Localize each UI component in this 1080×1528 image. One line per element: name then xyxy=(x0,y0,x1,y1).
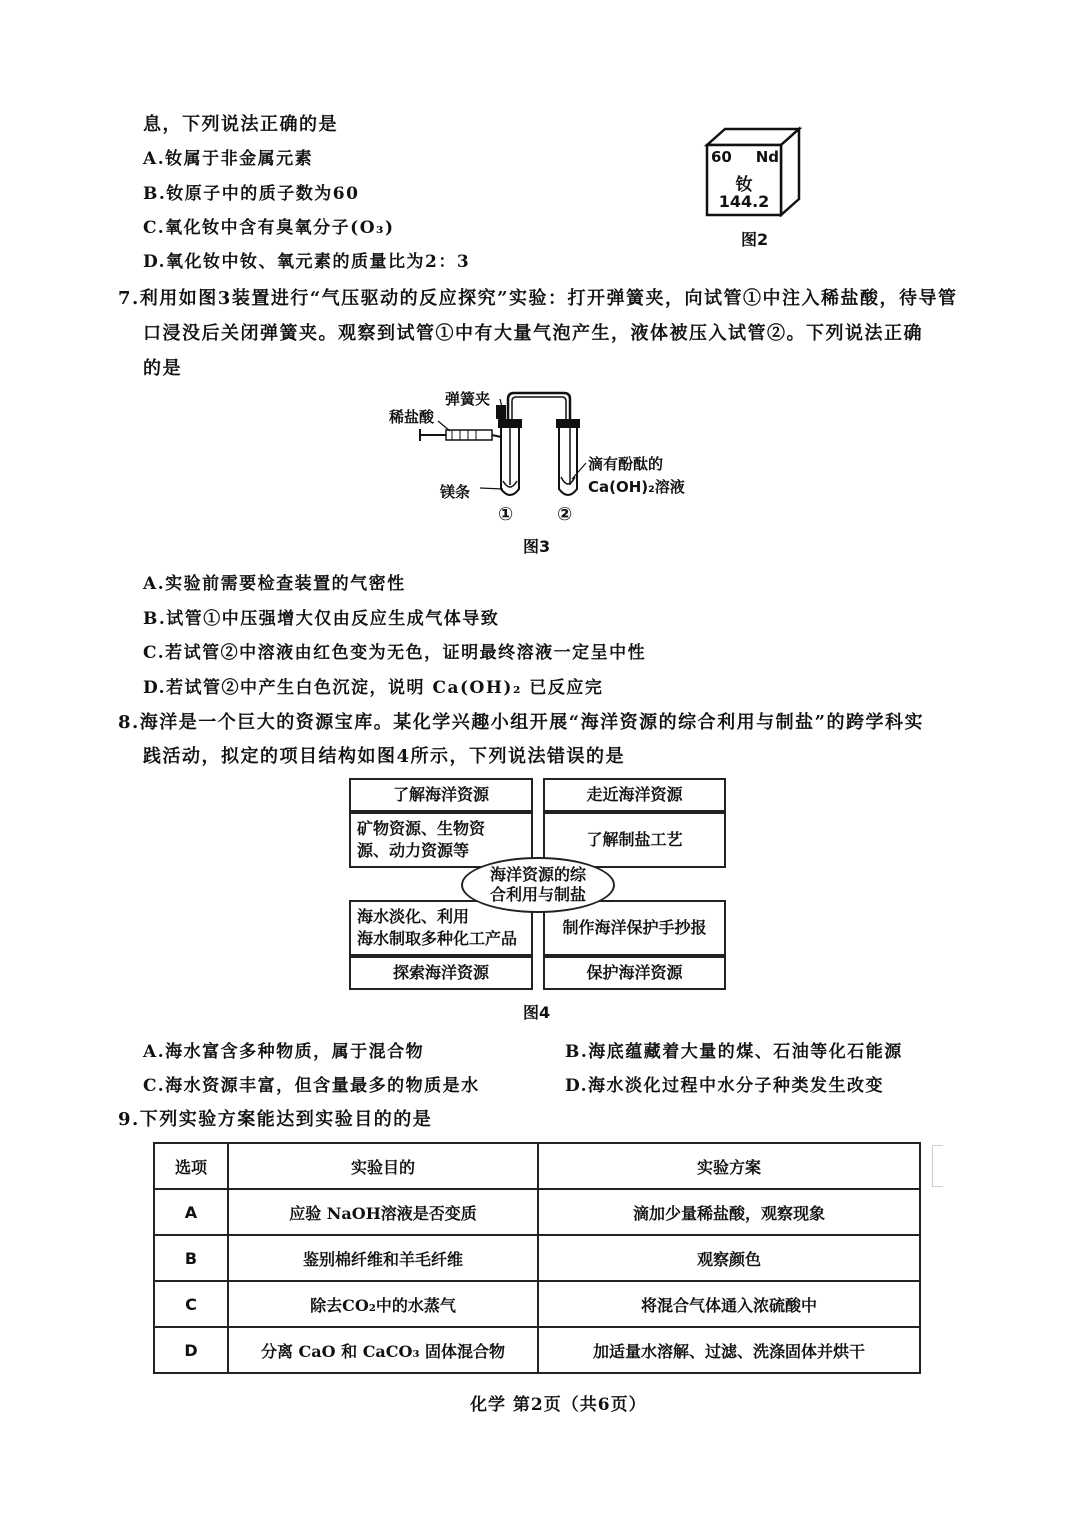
q8-option-d: D.海水淡化过程中水分子种类发生改变 xyxy=(565,1076,885,1096)
row-purpose: 鉴别棉纤维和羊毛纤维 xyxy=(228,1235,538,1281)
table-row xyxy=(154,1281,920,1327)
box-salt-process: 了解制盐工艺 xyxy=(543,812,726,868)
header-plan: 实验方案 xyxy=(538,1143,920,1189)
tube-2-label: ② xyxy=(557,504,573,525)
scan-artifact xyxy=(932,1145,943,1187)
row-label: D xyxy=(154,1327,228,1373)
header-purpose: 实验目的 xyxy=(228,1143,538,1189)
element-card-figure xyxy=(703,125,803,217)
q7-stem-line-2: 口浸没后关闭弹簧夹。观察到试管①中有大量气泡产生，液体被压入试管②。下列说法正确 xyxy=(143,323,923,344)
row-plan: 将混合气体通入浓硫酸中 xyxy=(538,1281,920,1327)
atomic-number: 60 xyxy=(711,148,732,166)
element-symbol: Nd xyxy=(755,148,779,166)
header-option: 选项 xyxy=(154,1143,228,1189)
q7-option-b: B.试管①中压强增大仅由反应生成气体导致 xyxy=(143,609,500,629)
q7-option-a: A.实验前需要检查装置的气密性 xyxy=(143,574,406,594)
table-header-row xyxy=(154,1143,920,1189)
q7-stem-line-3: 的是 xyxy=(143,358,182,379)
solution-label-1: 滴有酚酞的 xyxy=(588,455,664,473)
box-learn-ocean-resources: 了解海洋资源 xyxy=(349,778,533,812)
box-approach-ocean-resources: 走近海洋资源 xyxy=(543,778,726,812)
row-label: A xyxy=(154,1189,228,1235)
experiment-table xyxy=(153,1142,921,1374)
row-label: C xyxy=(154,1281,228,1327)
row-purpose: 应验 NaOH溶液是否变质 xyxy=(228,1189,538,1235)
syringe-icon xyxy=(446,430,492,440)
q6-stem-tail: 息，下列说法正确的是 xyxy=(143,114,338,135)
page-footer: 化学 第2页（共6页） xyxy=(470,1395,647,1415)
solution-label-2: Ca(OH)₂溶液 xyxy=(588,478,685,496)
spring-clamp-icon xyxy=(496,405,506,419)
q6-option-b: B.钕原子中的质子数为60 xyxy=(143,184,360,204)
q6-option-a: A.钕属于非金属元素 xyxy=(143,149,314,169)
q8-stem-line-2: 践活动，拟定的项目结构如图4所示，下列说法错误的是 xyxy=(143,746,626,767)
row-plan: 加适量水溶解、过滤、洗涤固体并烘干 xyxy=(538,1327,920,1373)
box-explore-ocean-resources: 探索海洋资源 xyxy=(349,956,533,990)
row-plan: 观察颜色 xyxy=(538,1235,920,1281)
box-resource-types: 矿物资源、生物资 源、动力资源等 xyxy=(349,812,533,868)
row-purpose: 除去CO₂中的水蒸气 xyxy=(228,1281,538,1327)
table-row xyxy=(154,1235,920,1281)
row-plan: 滴加少量稀盐酸，观察现象 xyxy=(538,1189,920,1235)
fig4-caption: 图4 xyxy=(523,1003,551,1022)
tube-1-label: ① xyxy=(498,504,514,525)
atomic-mass: 144.2 xyxy=(718,192,770,211)
center-oval: 海洋资源的综 合利用与制盐 xyxy=(461,857,615,913)
q8-option-a: A.海水富含多种物质，属于混合物 xyxy=(143,1042,425,1062)
q6-option-c: C.氧化钕中含有臭氧分子(O₃) xyxy=(143,218,395,238)
box-protect-ocean-resources: 保护海洋资源 xyxy=(543,956,726,990)
q7-option-c: C.若试管②中溶液由红色变为无色，证明最终溶液一定呈中性 xyxy=(143,643,647,663)
q6-option-d: D.氧化钕中钕、氧元素的质量比为2：3 xyxy=(143,252,471,272)
ribbon-label: 镁条 xyxy=(440,483,471,501)
q7-option-d: D.若试管②中产生白色沉淀，说明 Ca(OH)₂ 已反应完 xyxy=(143,678,604,698)
table-row xyxy=(154,1327,920,1373)
box-desalination: 海水淡化、利用 海水制取多种化工产品 xyxy=(349,900,533,956)
box-make-poster: 制作海洋保护手抄报 xyxy=(543,900,726,956)
element-name: 钕 xyxy=(735,175,753,195)
table-row xyxy=(154,1189,920,1235)
row-label: B xyxy=(154,1235,228,1281)
q8-stem-line-1: 8.海洋是一个巨大的资源宝库。某化学兴趣小组开展“海洋资源的综合利用与制盐”的跨学科实 xyxy=(118,712,924,733)
q8-option-b: B.海底蕴藏着大量的煤、石油等化石能源 xyxy=(565,1042,903,1062)
fig2-caption: 图2 xyxy=(741,230,769,249)
q9-stem: 9.下列实验方案能达到实验目的的是 xyxy=(118,1109,433,1130)
fig3-caption: 图3 xyxy=(523,537,551,556)
q7-stem-line-1: 7.利用如图3装置进行“气压驱动的反应探究”实验：打开弹簧夹，向试管①中注入稀盐酸，待导管 xyxy=(118,288,958,309)
q8-option-c: C.海水资源丰富，但含量最多的物质是水 xyxy=(143,1076,480,1096)
acid-label: 稀盐酸 xyxy=(389,408,435,426)
clamp-label: 弹簧夹 xyxy=(445,390,491,408)
row-purpose: 分离 CaO 和 CaCO₃ 固体混合物 xyxy=(228,1327,538,1373)
